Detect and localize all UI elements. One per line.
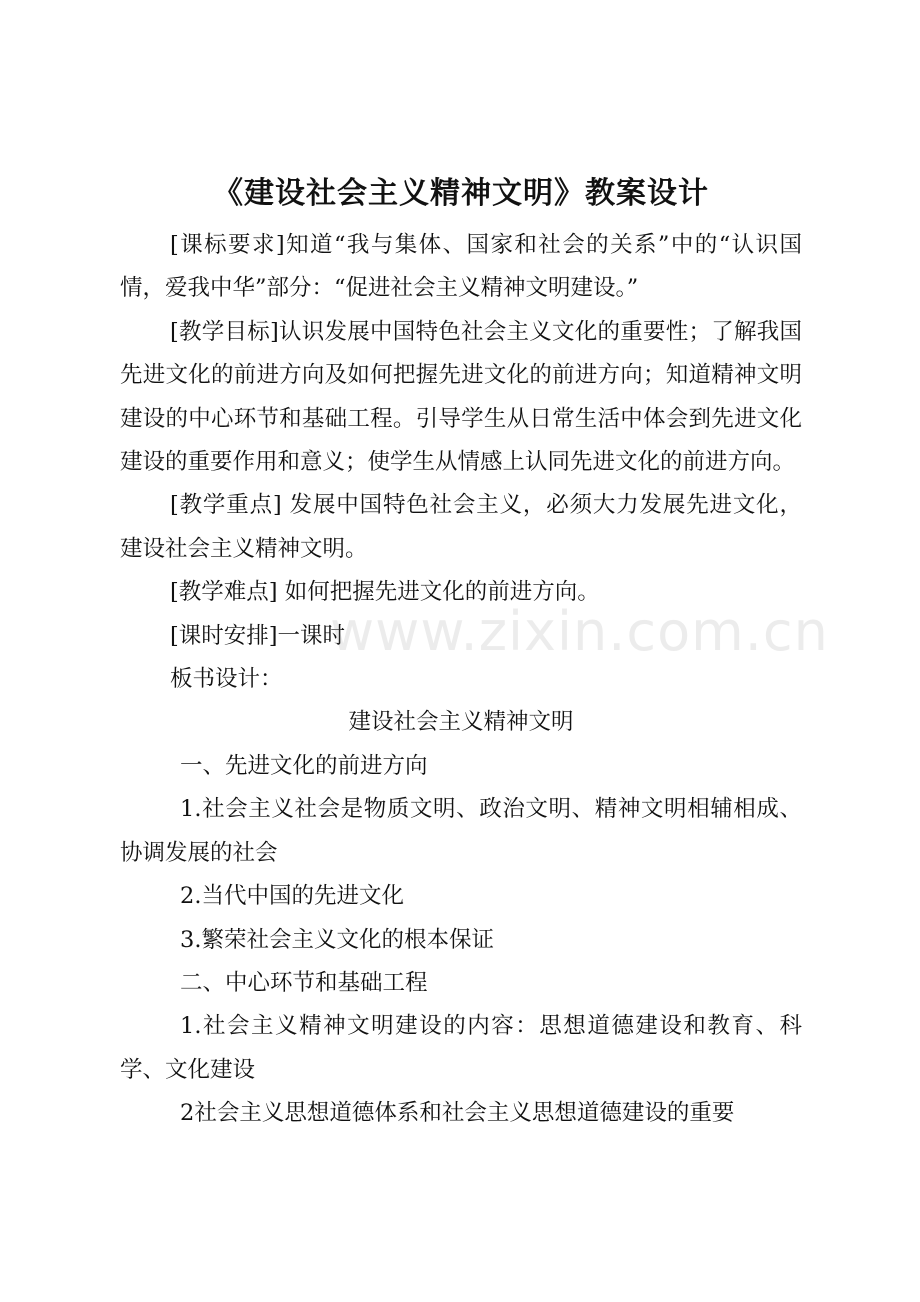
board-section-1-heading: 一、先进文化的前进方向 — [180, 752, 428, 779]
teaching-objectives-paragraph: [教学目标]认识发展中国特色社会主义文化的重要性；了解我国先进文化的前进方向及如何把握先进文化的前进方向；知道精神文明建设的中心环节和基础工程。引导学生从日常生活中体会到先进文化建设的重要作用和意义；使学生从情感上认同先进文化的前进方向。 — [120, 318, 802, 476]
board-item-1-2: 2.当代中国的先进文化 — [180, 883, 404, 910]
document-page — [120, 170, 802, 1136]
board-item-1-3: 3.繁荣社会主义文化的根本保证 — [180, 926, 494, 953]
document-title: 《建设社会主义精神文明》教案设计 — [213, 176, 709, 211]
board-item-2-2: 2社会主义思想道德体系和社会主义思想道德建设的重要 — [180, 1100, 735, 1127]
class-schedule-paragraph: [课时安排]一课时 — [170, 622, 346, 649]
teaching-focus-paragraph: [教学重点] 发展中国特色社会主义，必须大力发展先进文化，建设社会主义精神文明。 — [120, 492, 802, 562]
watermark-logo: www.zixin.com.cn — [330, 600, 829, 663]
board-design-label: 板书设计： — [170, 666, 283, 693]
board-title: 建设社会主义精神文明 — [348, 709, 574, 736]
teaching-difficulty-paragraph: [教学难点] 如何把握先进文化的前进方向。 — [170, 579, 600, 606]
board-item-1-1: 1.社会主义社会是物质文明、政治文明、精神文明相辅相成、协调发展的社会 — [120, 796, 802, 866]
board-item-2-1: 1.社会主义精神文明建设的内容：思想道德建设和教育、科学、文化建设 — [120, 1013, 802, 1083]
board-section-2-heading: 二、中心环节和基础工程 — [180, 969, 428, 996]
course-standard-paragraph: [课标要求]知道“我与集体、国家和社会的关系”中的“认识国情，爱我中华”部分：“促进社会主义精神文明建设。” — [120, 232, 802, 302]
